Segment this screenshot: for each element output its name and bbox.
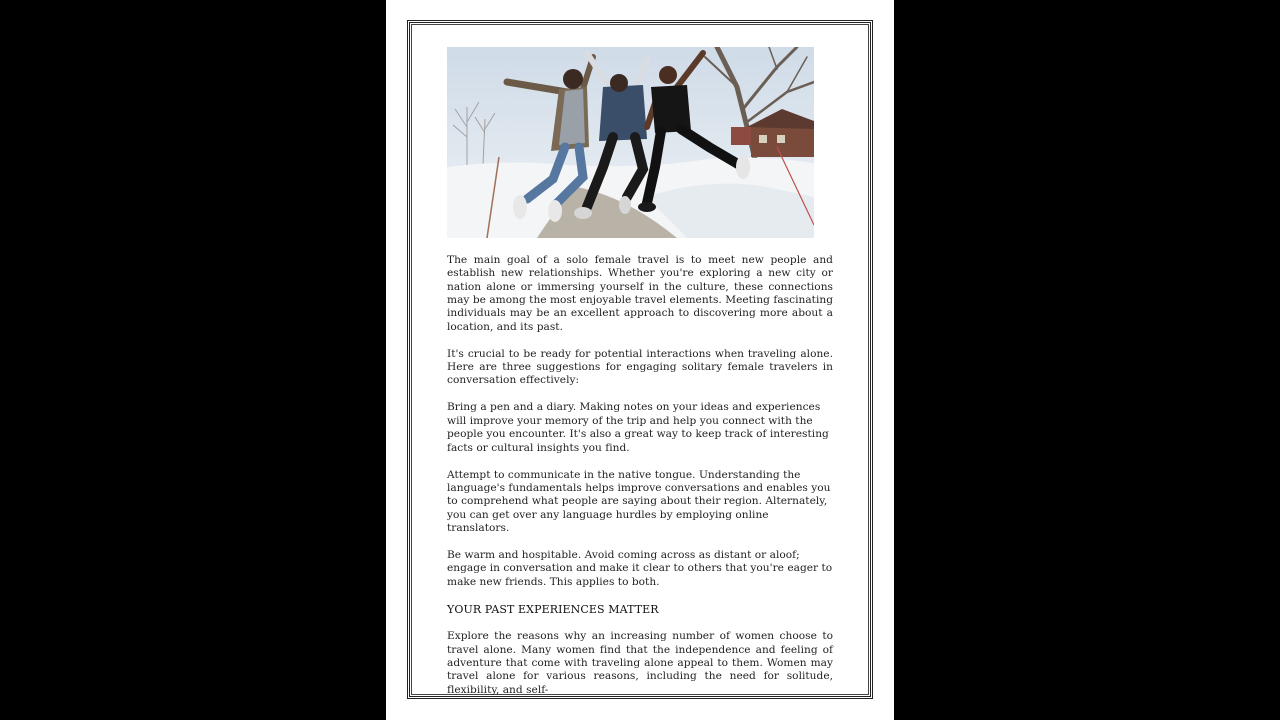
paragraph-warm-hospitable: Be warm and hospitable. Avoid coming across as distant or aloof; engage in conversation and make it clear to others that you're eager to make new friends. This applies to both. xyxy=(447,548,833,588)
document-page xyxy=(386,0,894,720)
paragraph-pen-and-diary: Bring a pen and a diary. Making notes on your ideas and experiences will improve your memory of the trip and help you connect with the people you encounter. It's also a great way to keep track of interesting facts or cultural insights you find. xyxy=(447,401,829,454)
paragraph-explore-reasons: Explore the reasons why an increasing number of women choose to travel alone. Many women find that the independence and feeling of adventure that come with traveling alone appeal to them. Women may travel alone for various reasons, including the need for solitude, flexibility, and self- xyxy=(447,630,833,696)
paragraph-main-goal: The main goal of a solo female travel is to meet new people and establish new relationships. Whether you're exploring a new city or nation alone or immersing yourself in the culture, these connections may be among the most enjoyable travel elements. Meeting fascinating individuals may be an excellent approach to discovering more about a location, and its past. xyxy=(447,254,833,333)
paragraph-be-ready: It's crucial to be ready for potential interactions when traveling alone. Here are three suggestions for engaging solitary female travelers in conversation effectively: xyxy=(447,347,833,387)
document-body xyxy=(447,254,833,711)
section-heading: YOUR PAST EXPERIENCES MATTER xyxy=(447,602,659,616)
photo-friends-jumping-in-snow xyxy=(447,47,814,238)
paragraph-native-tongue: Attempt to communicate in the native tongue. Understanding the language's fundamentals helps improve conversations and enables you to comprehend what people are saying about their region. Alternately, you can get over any language hurdles by employing online translators. xyxy=(447,468,831,534)
